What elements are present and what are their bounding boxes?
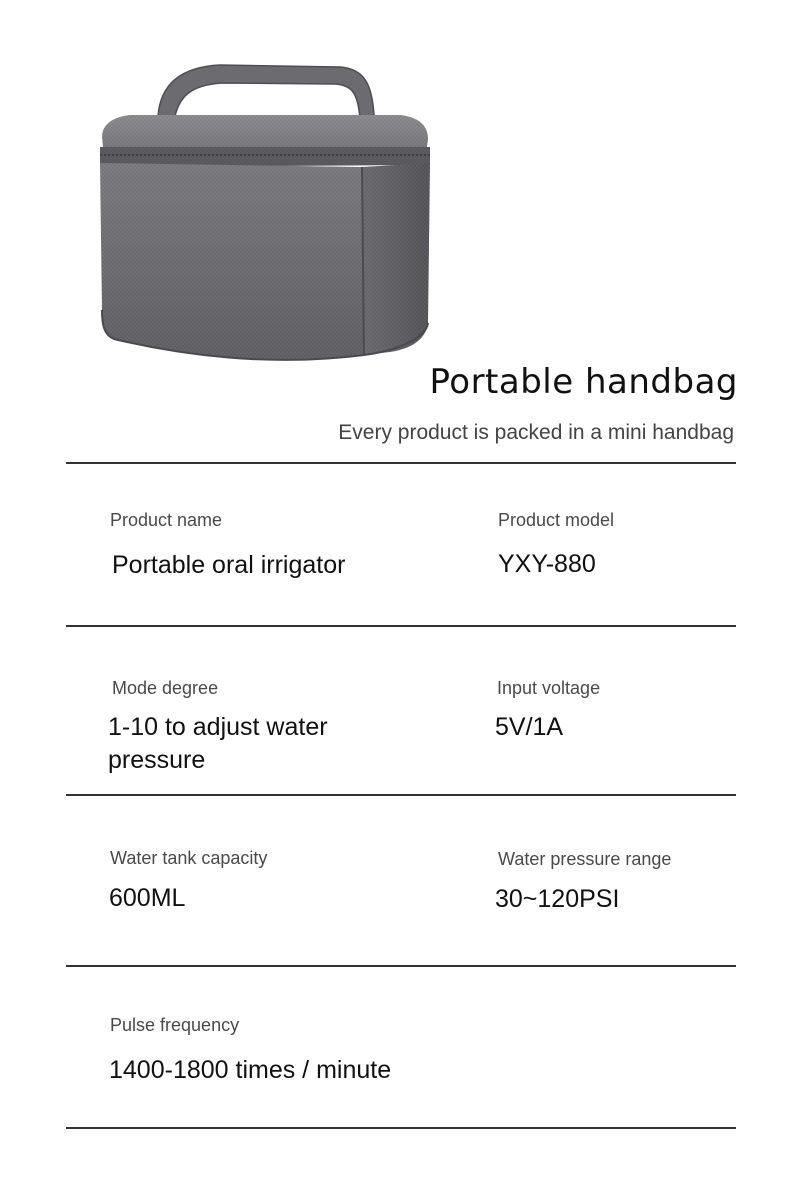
- divider: [66, 794, 736, 796]
- spec-value-product-model: YXY-880: [498, 550, 596, 578]
- spec-value-input-voltage: 5V/1A: [495, 713, 564, 741]
- spec-value-water-tank-capacity: 600ML: [109, 884, 186, 912]
- divider: [66, 462, 736, 464]
- spec-label-mode-degree: Mode degree: [112, 678, 219, 698]
- divider: [66, 965, 736, 967]
- spec-label-input-voltage: Input voltage: [497, 678, 601, 698]
- spec-value-pulse-frequency: 1400-1800 times / minute: [109, 1056, 392, 1084]
- divider: [66, 625, 736, 627]
- divider: [66, 1127, 736, 1129]
- hero-subtitle: Every product is packed in a mini handbag: [338, 421, 734, 444]
- spec-value-product-name: Portable oral irrigator: [112, 551, 346, 579]
- hero-title: Portable handbag: [429, 362, 738, 402]
- spec-value-water-pressure-range: 30~120PSI: [495, 885, 620, 913]
- spec-label-pulse-frequency: Pulse frequency: [110, 1015, 240, 1035]
- spec-value-mode-degree: 1-10 to adjust water pressure: [108, 713, 328, 774]
- handbag-image: [90, 55, 440, 375]
- spec-label-product-model: Product model: [498, 510, 615, 530]
- spec-label-water-tank-capacity: Water tank capacity: [110, 848, 268, 868]
- spec-label-water-pressure-range: Water pressure range: [498, 849, 672, 869]
- spec-label-product-name: Product name: [110, 510, 223, 530]
